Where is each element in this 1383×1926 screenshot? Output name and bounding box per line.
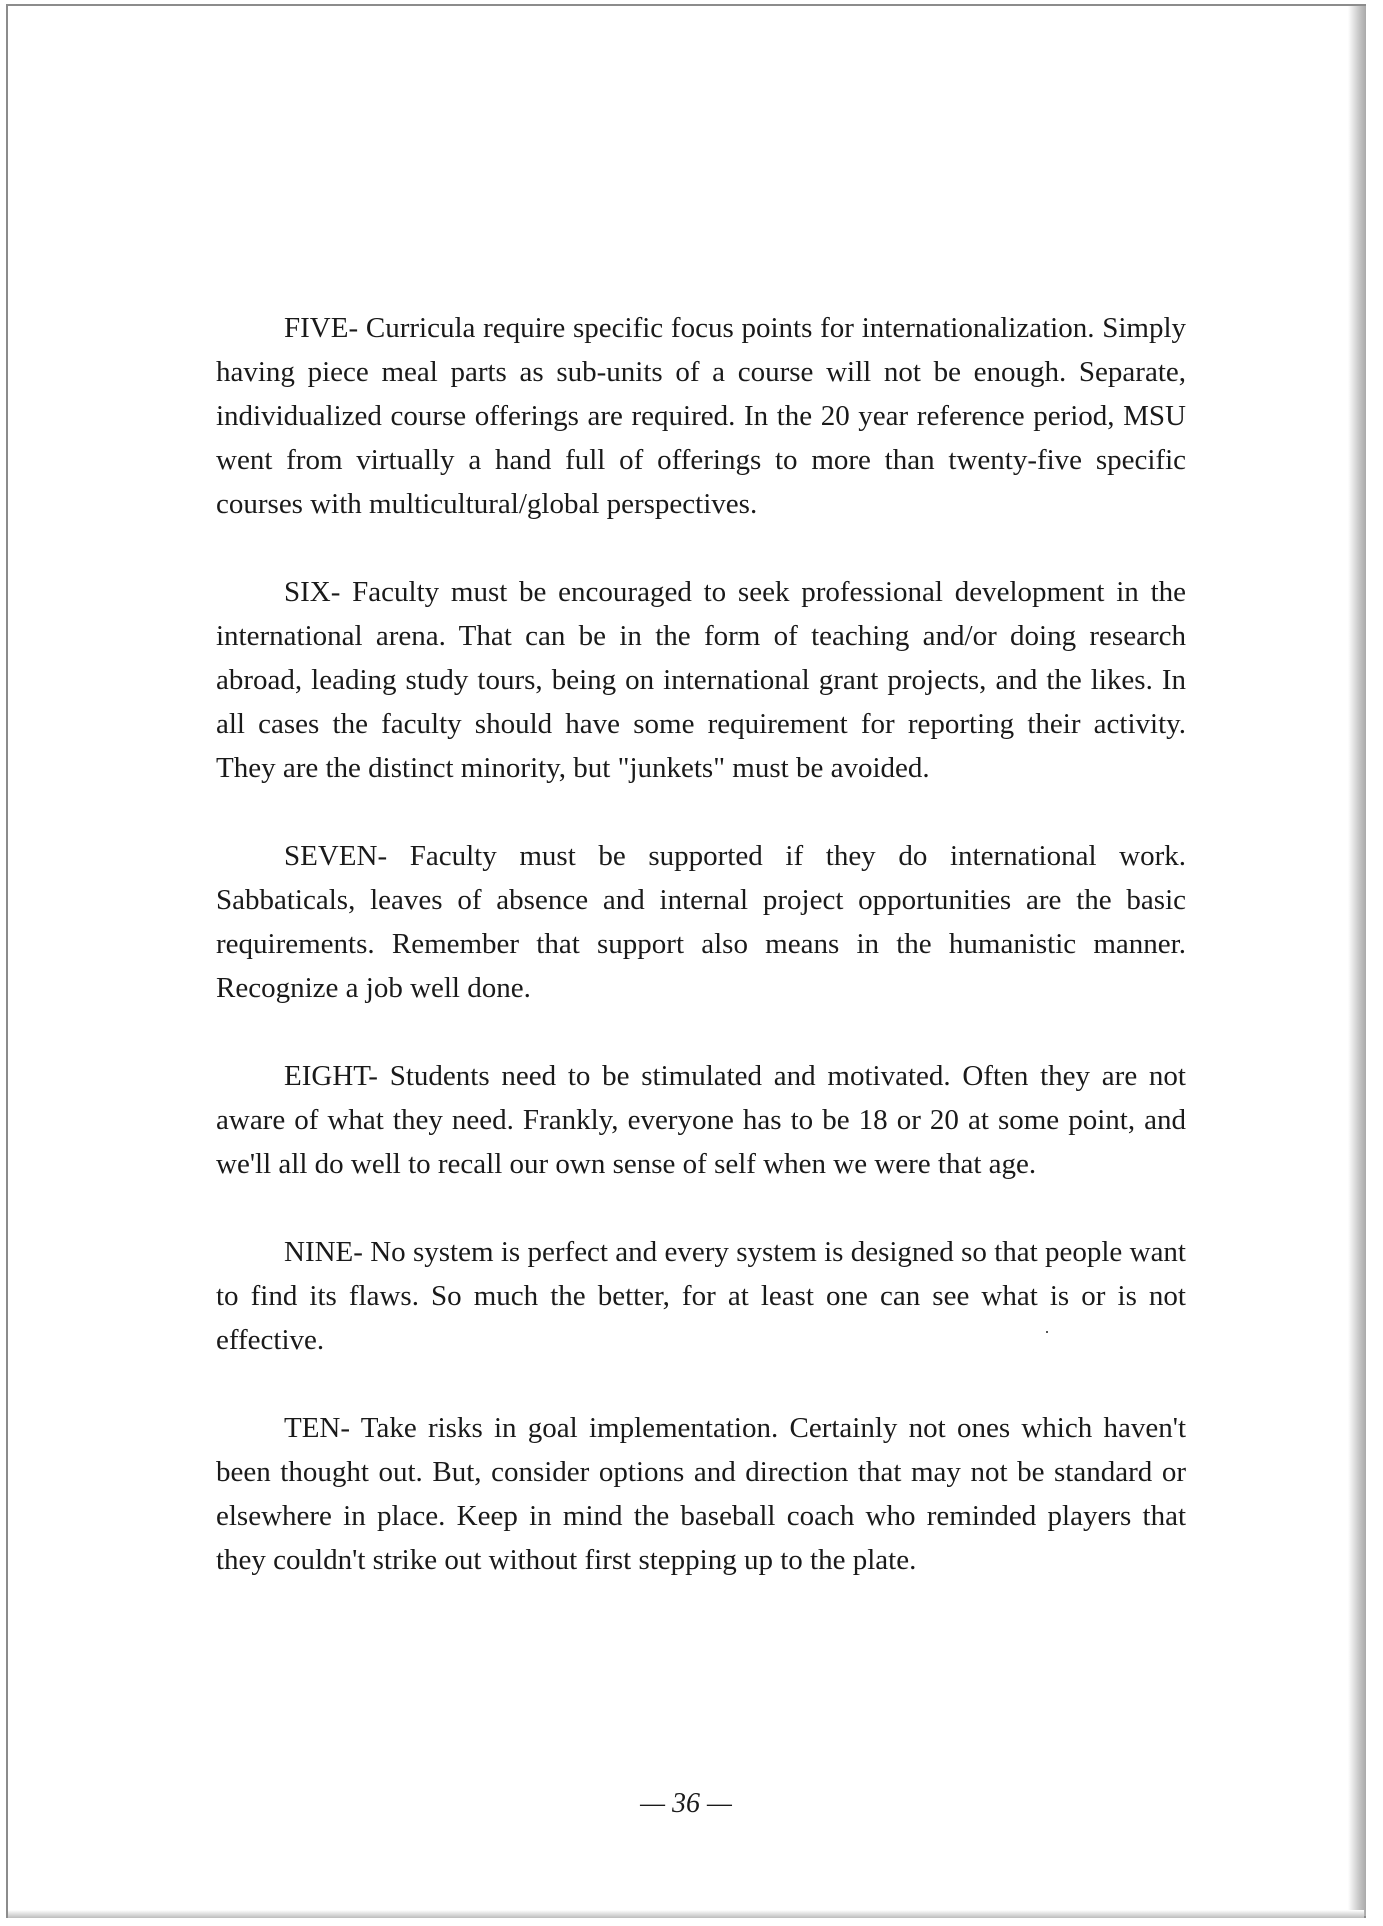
scan-speck (1046, 1331, 1048, 1333)
paragraph-ten: TEN- Take risks in goal implementation. Certainly not ones which haven't been thought out. But, consider options and direction that may not be standard or elsewhere in place. Keep in mind the baseball coach who reminded players that they couldn't strike out without first stepping up to the plate. (216, 1412, 1186, 1576)
paragraph-eight: EIGHT- Students need to be stimulated and motivated. Often they are not aware of what they need. Frankly, everyone has to be 18 or 20 at some point, and we'll all do well to recall our own sense of self when we were that age. (216, 1060, 1186, 1180)
page-number: — 36 — (640, 1788, 732, 1819)
document-page (6, 4, 1366, 1918)
paragraph-nine: NINE- No system is perfect and every system is designed so that people want to find its flaws. So much the better, for at least one can see what is or is not effective. (216, 1236, 1186, 1356)
paragraph-five: FIVE- Curricula require specific focus points for internationalization. Simply having piece meal parts as sub-units of a course will not be enough. Separate, individualized course offerings are required. In the 20 year reference period, MSU went from virtually a hand full of offerings to more than twenty-five specific courses with multicultural/global perspectives. (216, 312, 1186, 520)
paragraph-six: SIX- Faculty must be encouraged to seek professional development in the international arena. That can be in the form of teaching and/or doing research abroad, leading study tours, being on international grant projects, and the likes. In all cases the faculty should have some requirement for reporting their activity. They are the distinct minority, but "junkets" must be avoided. (216, 576, 1186, 784)
paragraph-seven: SEVEN- Faculty must be supported if they do international work. Sabbaticals, leaves of absence and internal project opportunities are the basic requirements. Remember that support also means in the humanistic manner. Recognize a job well done. (216, 840, 1186, 1004)
page-edge-shadow-right (1348, 6, 1366, 1916)
page-edge-shadow-bottom (8, 1910, 1364, 1918)
document-body (216, 306, 1186, 1626)
